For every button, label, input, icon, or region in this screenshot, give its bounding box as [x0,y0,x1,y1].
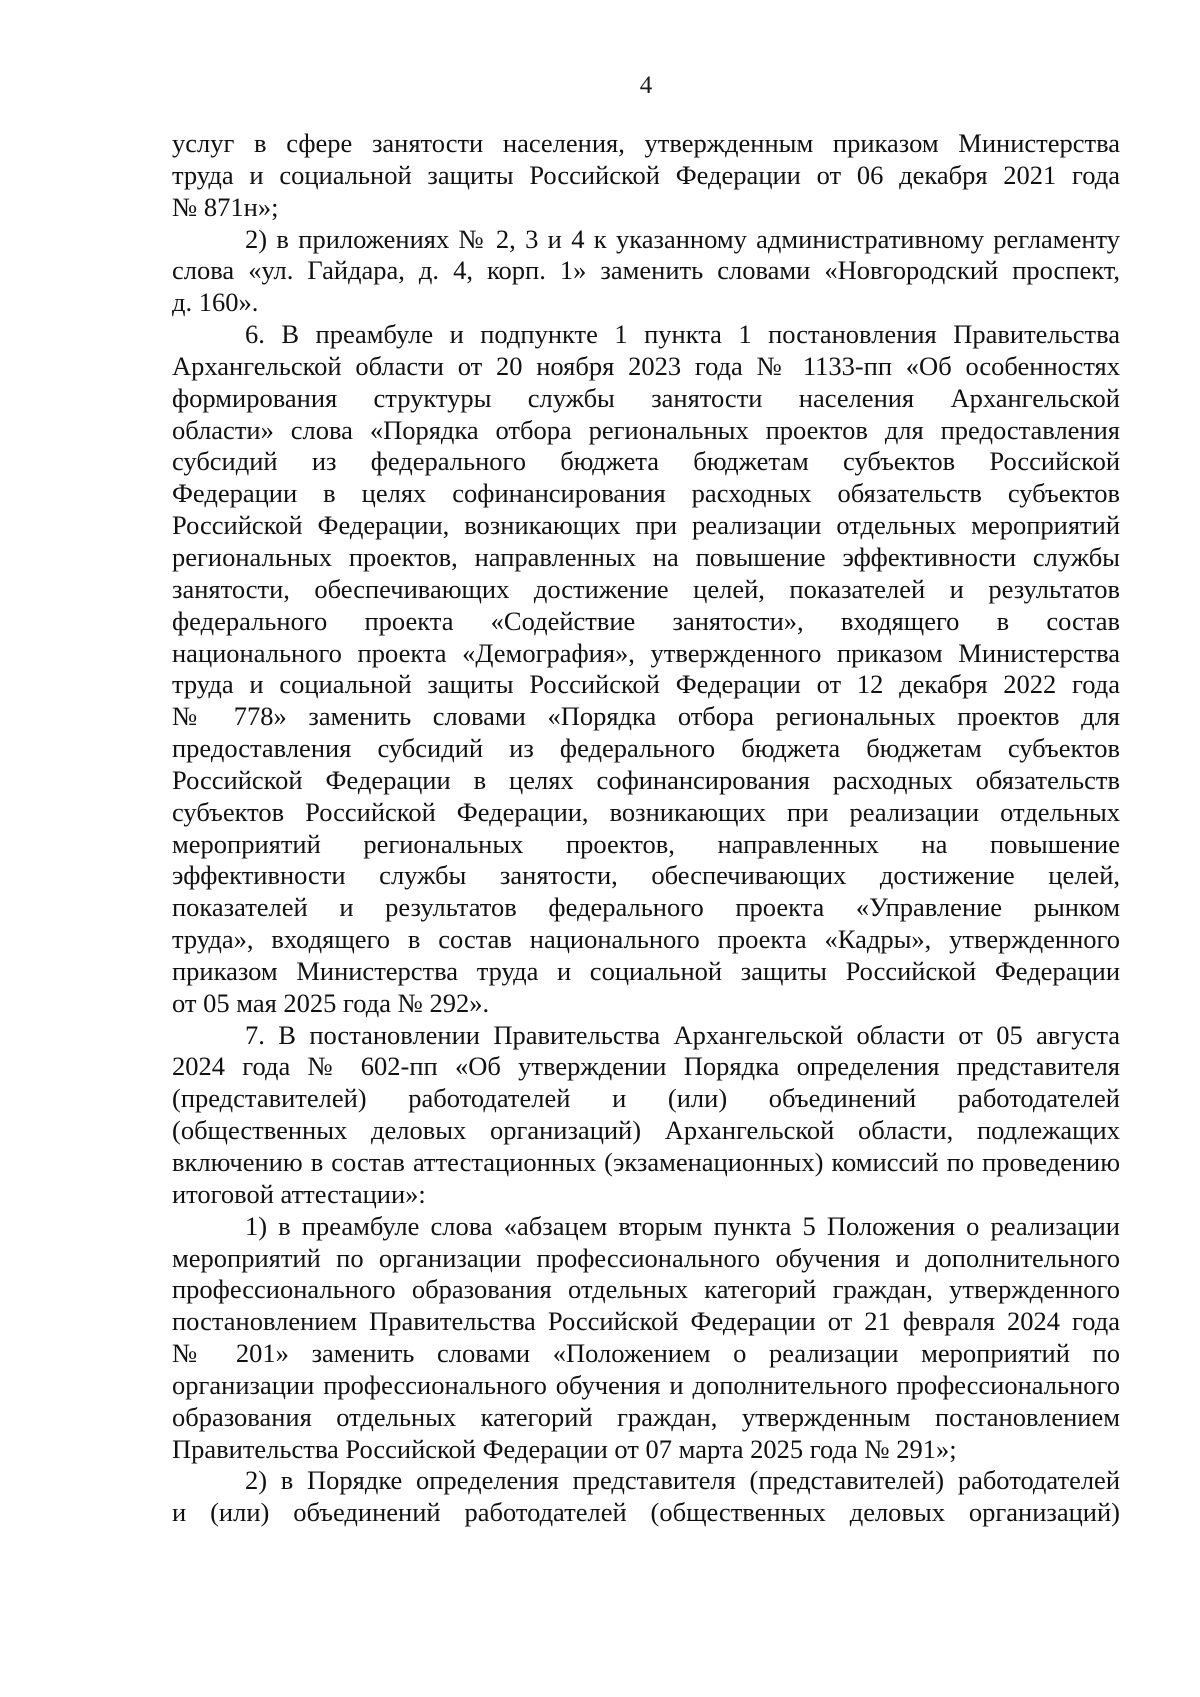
text-line: (общественных деловых организаций) Архангельской области, подлежащих [172,1115,1120,1146]
text-line: национального проекта «Демография», утвержденного приказом Министерства [172,637,1120,668]
text-line: № 201» заменить словами «Положением о реализации мероприятий по [172,1338,1120,1369]
text-line: Российской Федерации в целях софинансирования расходных обязательств [172,764,1120,795]
text-line: Архангельской области от 20 ноября 2023 года № 1133-пп «Об особенностях [172,350,1120,381]
document-body [172,128,1120,1529]
text-line: формирования структуры службы занятости населения Архангельской [172,382,1120,413]
text-line: мероприятий региональных проектов, направленных на повышение [172,828,1120,859]
text-line: 6. В преамбуле и подпункте 1 пункта 1 постановления Правительства [245,319,1120,350]
page-number: 4 [639,72,653,99]
text-line: д. 160». [172,287,259,318]
text-line: Правительства Российской Федерации от 07 марта 2025 года № 291»; [172,1433,957,1464]
text-line: Федерации в целях софинансирования расходных обязательств субъектов [172,478,1120,509]
text-line: Российской Федерации, возникающих при реализации отдельных мероприятий [172,510,1120,541]
text-line: региональных проектов, направленных на повышение эффективности службы [172,541,1120,572]
text-line: показателей и результатов федерального проекта «Управление рынком [172,892,1120,923]
text-line: федерального проекта «Содействие занятости», входящего в состав [172,605,1120,636]
text-line: занятости, обеспечивающих достижение целей, показателей и результатов [172,573,1120,604]
text-line: 7. В постановлении Правительства Архангельской области от 05 августа [245,1019,1120,1050]
text-line: образования отдельных категорий граждан, утвержденным постановлением [172,1401,1120,1432]
text-line: эффективности службы занятости, обеспечивающих достижение целей, [172,860,1120,891]
text-line: предоставления субсидий из федерального бюджета бюджетам субъектов [172,733,1120,764]
text-line: области» слова «Порядка отбора региональных проектов для предоставления [172,414,1120,445]
text-line: № 778» заменить словами «Порядка отбора региональных проектов для [172,701,1120,732]
text-line: организации профессионального обучения и дополнительного профессионального [172,1369,1120,1400]
text-line: 2) в приложениях № 2, 3 и 4 к указанному административному регламенту [245,223,1120,254]
text-line: включению в состав аттестационных (экзаменационных) комиссий по проведению [172,1147,1120,1177]
text-line: от 05 мая 2025 года № 292». [172,987,490,1018]
text-line: профессионального образования отдельных категорий граждан, утвержденного [172,1274,1120,1305]
text-line: и (или) объединений работодателей (общественных деловых организаций) [172,1497,1120,1528]
text-line: субъектов Российской Федерации, возникающих при реализации отдельных [172,796,1120,827]
text-line: труда и социальной защиты Российской Федерации от 06 декабря 2021 года [172,159,1120,190]
text-line: субсидий из федерального бюджета бюджетам субъектов Российской [172,446,1120,477]
text-line: 1) в преамбуле слова «абзацем вторым пункта 5 Положения о реализации [245,1210,1120,1241]
text-line: труда и социальной защиты Российской Федерации от 12 декабря 2022 года [172,669,1120,700]
text-line: 2024 года № 602-пп «Об утверждении Порядка определения представителя [172,1051,1120,1082]
text-line: итоговой аттестации»: [172,1178,426,1209]
text-line: 2) в Порядке определения представителя (представителей) работодателей [245,1465,1120,1496]
text-line: (представителей) работодателей и (или) объединений работодателей [172,1083,1120,1114]
text-line: № 871н»; [172,191,279,222]
text-line: постановлением Правительства Российской Федерации от 21 февраля 2024 года [172,1306,1120,1337]
text-line: услуг в сфере занятости населения, утвержденным приказом Министерства [172,128,1120,158]
text-line: мероприятий по организации профессионального обучения и дополнительного [172,1242,1120,1273]
text-line: труда», входящего в состав национального проекта «Кадры», утвержденного [172,924,1120,955]
text-line: слова «ул. Гайдара, д. 4, корп. 1» заменить словами «Новгородский проспект, [172,255,1120,286]
text-line: приказом Министерства труда и социальной защиты Российской Федерации [172,955,1120,986]
